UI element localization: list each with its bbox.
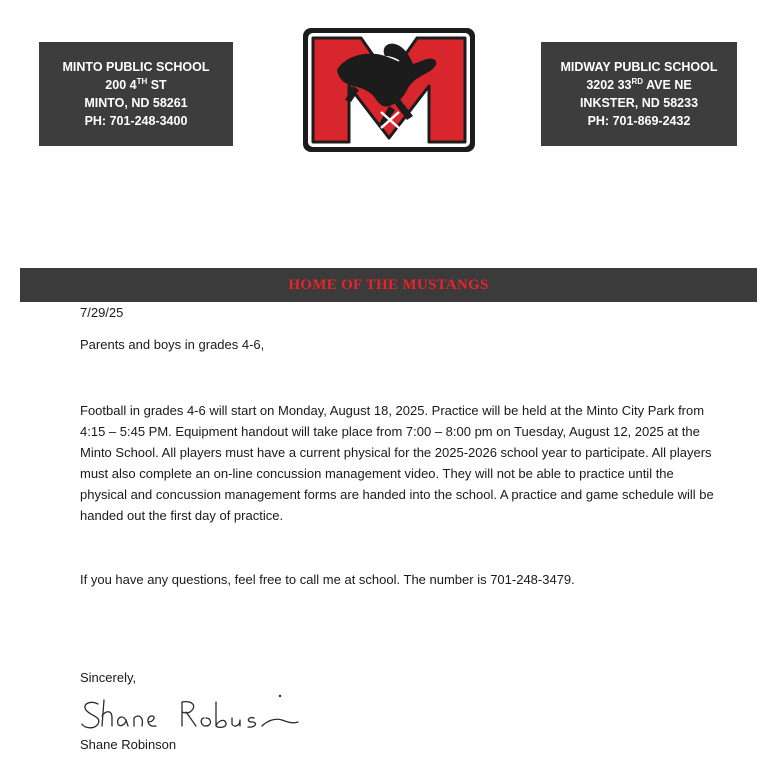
midway-school-box bbox=[541, 42, 737, 146]
letter-salutation: Parents and boys in grades 4-6, bbox=[80, 337, 265, 352]
handwritten-signature bbox=[78, 690, 308, 732]
mustangs-m-logo bbox=[301, 26, 477, 154]
school-name: MIDWAY PUBLIC SCHOOL bbox=[560, 60, 718, 74]
school-city: MINTO, ND 58261 bbox=[84, 96, 188, 110]
school-phone: PH: 701-869-2432 bbox=[587, 114, 691, 128]
letter-body: Football in grades 4-6 will start on Monday, August 18, 2025. Practice will be held at the Minto City Park from 4:15 – 5:45 PM. Equipment handout will take place from 7:00 – 8:00 pm on Tuesday, August 12, 2025 at the Minto School. All players must have a current physical for the 2025-2026 school year to participate. All players must also complete an on-line concussion management video. They will not be able to practice until the physical and concussion management forms are handed into the school. A practice and game schedule will be handed out the first day of practice. bbox=[80, 403, 714, 523]
minto-school-box bbox=[39, 42, 233, 146]
letter-date: 7/29/25 bbox=[80, 305, 124, 320]
school-address: 3202 33RD AVE NE bbox=[586, 76, 692, 92]
school-phone: PH: 701-248-3400 bbox=[84, 114, 188, 128]
home-of-mustangs-banner bbox=[20, 268, 757, 302]
school-city: INKSTER, ND 58233 bbox=[579, 96, 699, 110]
school-name: MINTO PUBLIC SCHOOL bbox=[62, 60, 210, 74]
school-address: 200 4TH ST bbox=[105, 76, 167, 92]
letter-closing: Sincerely, bbox=[80, 670, 137, 685]
letter-contact-line: If you have any questions, feel free to call me at school. The number is 701-248-3479. bbox=[80, 572, 575, 587]
signer-name: Shane Robinson bbox=[80, 737, 177, 752]
banner-text: HOME OF THE MUSTANGS bbox=[288, 276, 489, 293]
